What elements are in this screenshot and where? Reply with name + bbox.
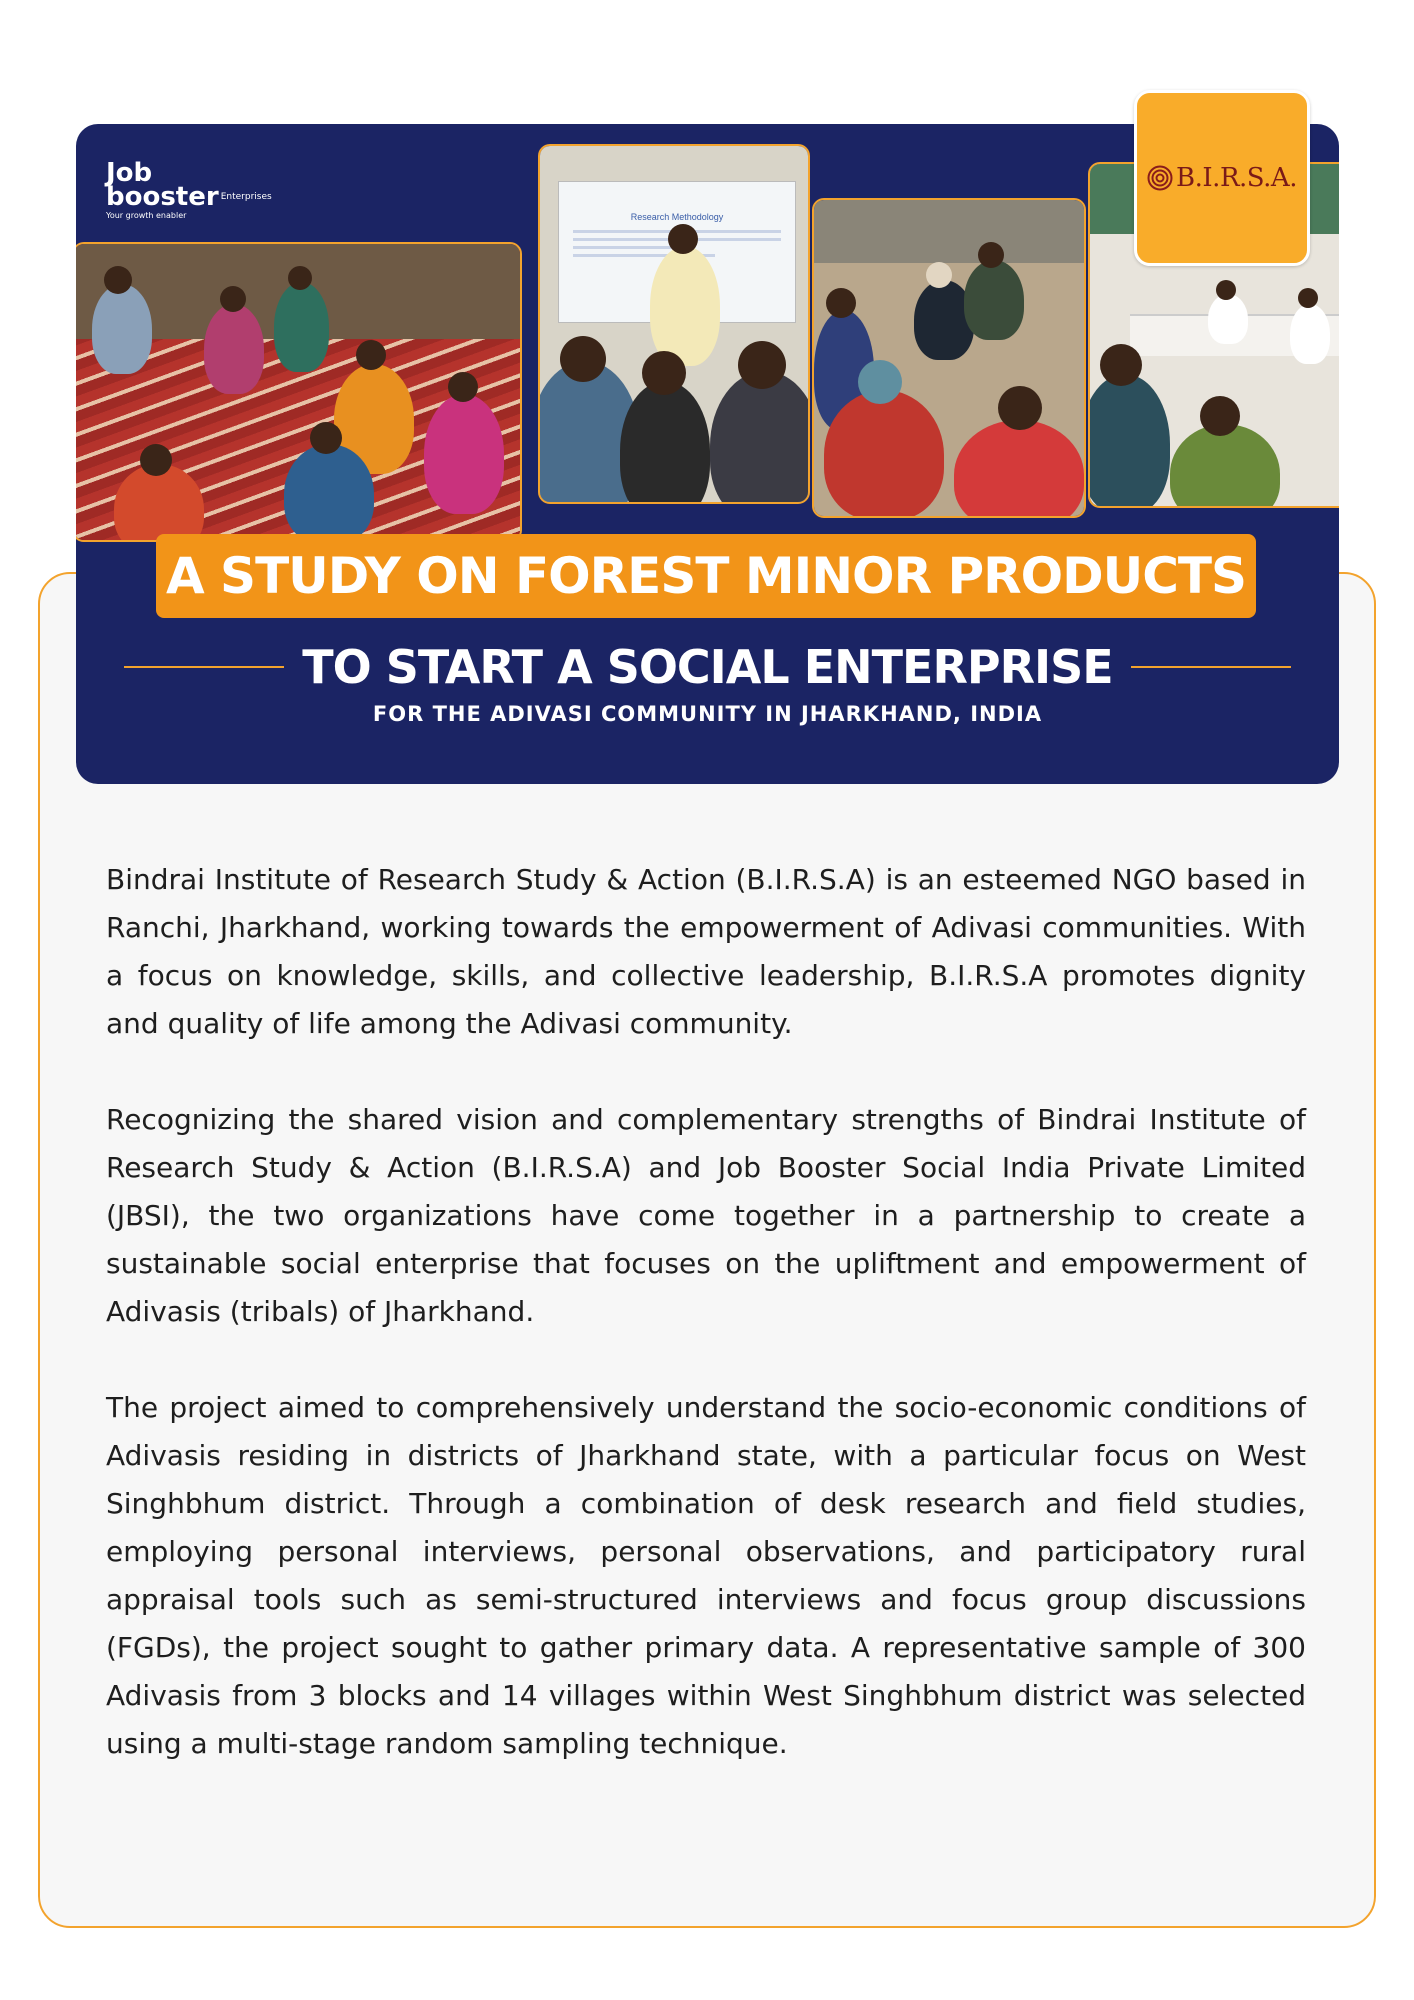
paragraph-intro: Bindrai Institute of Research Study & Action (B.I.R.S.A) is an esteemed NGO based in Ranchi, Jharkhand, working towards the empowerment of Adivasi communities. With a focus on knowledge, skills, and collective leadership, B.I.R.S.A promotes dignity and quality of life among the Adivasi community. [106, 863, 1306, 1040]
birsa-logo [1134, 90, 1310, 266]
divider-left [124, 666, 284, 668]
spiral-icon [1147, 165, 1173, 191]
body-text [106, 856, 1306, 1816]
slide-caption: Research Methodology [630, 212, 724, 222]
photo-women-meeting [76, 242, 522, 542]
title-highlight-bar [156, 534, 1256, 618]
subtitle-row [76, 632, 1339, 702]
birsa-logo-text: B.I.R.S.A. [1176, 163, 1297, 193]
photo-presentation [538, 144, 810, 504]
paragraph-project: The project aimed to comprehensively understand the socio-economic conditions of Adivasis residing in districts of Jharkhand state, with a particular focus on West Singhbhum district. Through a combination of desk research and field studies, employing personal interviews, personal observations, and participatory rural appraisal tools such as semi-structured interviews and focus group discussions (FGDs), the project sought to gather primary data. A representative sample of 300 Adivasis from 3 blocks and 14 villages within West Singhbhum district was selected using a multi-stage random sampling technique. [106, 1391, 1306, 1760]
logo-word-booster: booster [106, 182, 219, 212]
logo-suffix: Enterprises [220, 192, 272, 202]
divider-right [1131, 666, 1291, 668]
logo-word-job: Job [106, 158, 153, 188]
banner-title: A STUDY ON FOREST MINOR PRODUCTS [165, 547, 1247, 605]
banner-tagline: FOR THE ADIVASI COMMUNITY IN JHARKHAND, INDIA [372, 702, 1043, 726]
logo-tagline: Your growth enabler [106, 211, 187, 220]
jobbooster-logo [106, 160, 272, 220]
photo-outdoor-gathering [812, 198, 1086, 518]
banner-subtitle: TO START A SOCIAL ENTERPRISE [302, 640, 1113, 694]
paragraph-partnership: Recognizing the shared vision and complementary strengths of Bindrai Institute of Research Study & Action (B.I.R.S.A) and Job Booster Social India Private Limited (JBSI), the two organizations have come together in a partnership to create a sustainable social enterprise that focuses on the upliftment and empowerment of Adivasis (tribals) of Jharkhand. [106, 1103, 1306, 1328]
